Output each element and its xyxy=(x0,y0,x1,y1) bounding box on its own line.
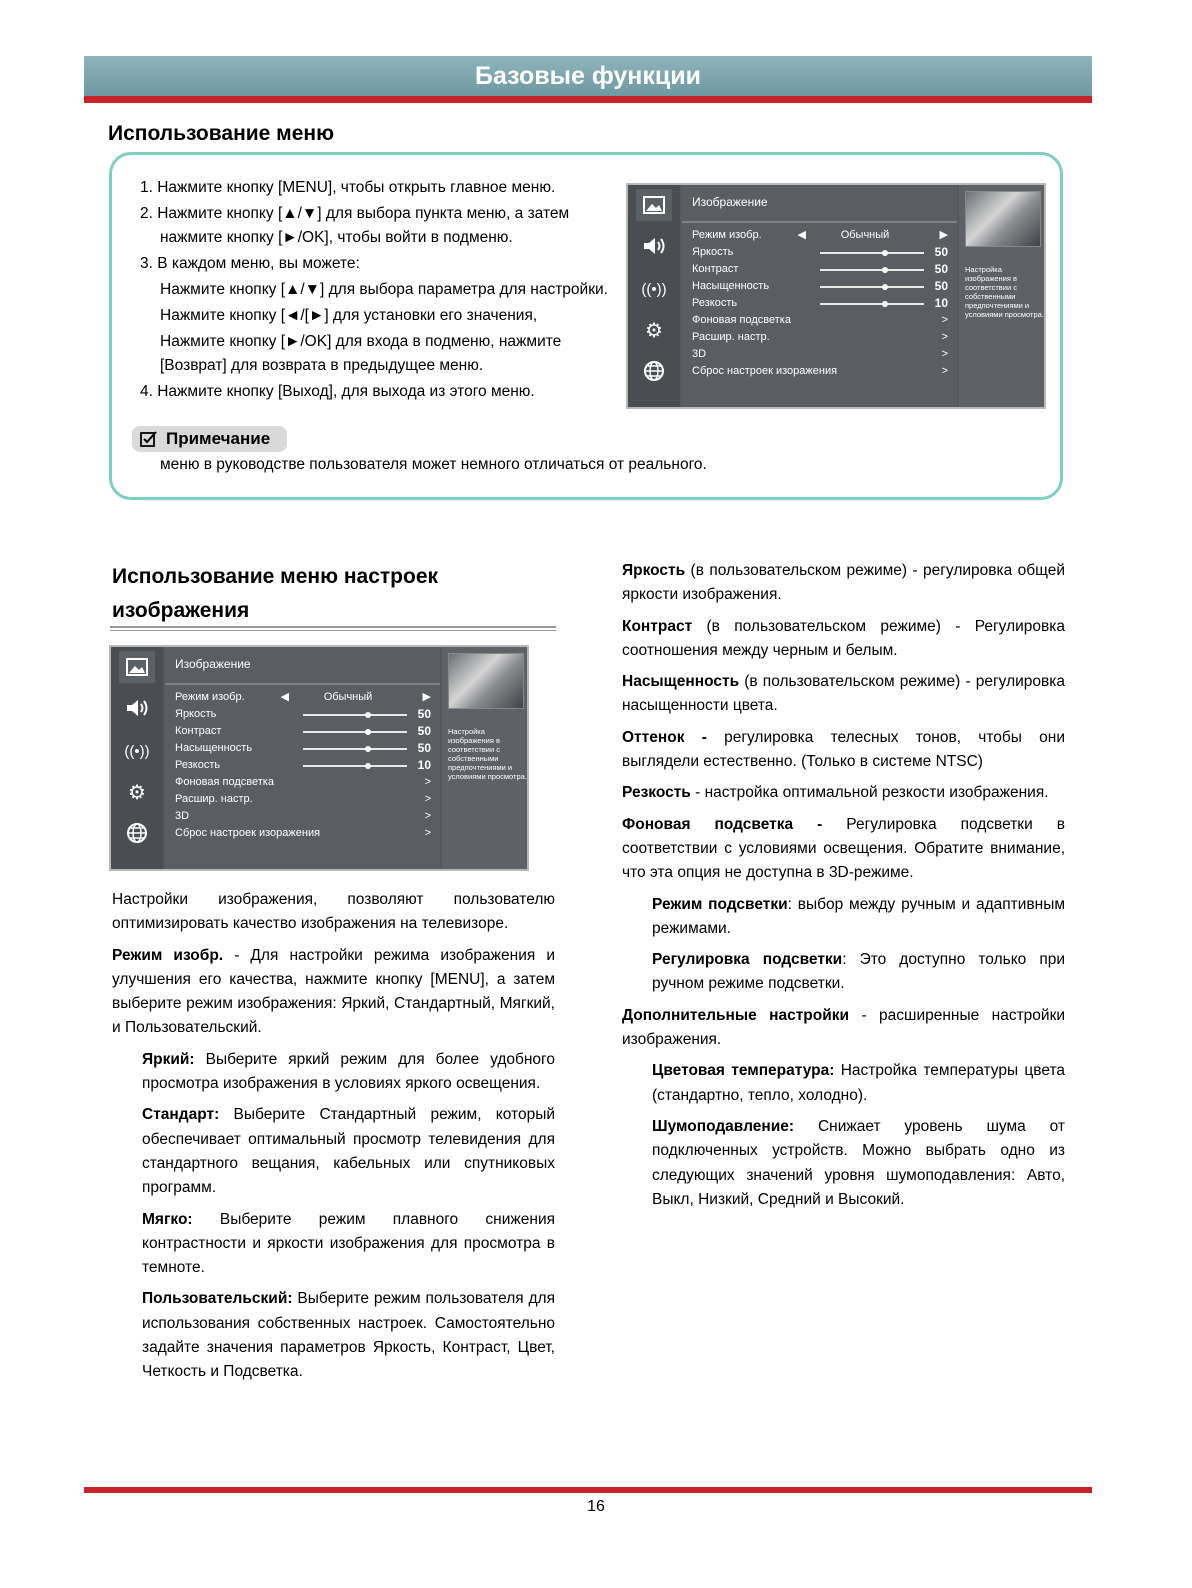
gear-icon: ⚙ xyxy=(128,781,146,804)
menu-row[interactable] xyxy=(175,825,433,841)
preview-description: Настройка изображения в соответствии с собственными предпочтениями и условиями просмотра. xyxy=(448,727,527,781)
antenna-icon: ((•)) xyxy=(124,742,150,760)
menu-row[interactable] xyxy=(175,791,433,807)
tint-paragraph: Оттенок - регулировка телесных тонов, чтобы они выглядели естественно. (Только в системе NTSC) xyxy=(622,728,1065,771)
menu-row-label: Фоновая подсветка xyxy=(692,314,791,326)
menu-row-number: 50 xyxy=(417,724,431,738)
tv-picture-menu-top xyxy=(626,183,1046,409)
menu-row[interactable] xyxy=(692,329,950,345)
menu-row[interactable] xyxy=(175,723,433,739)
menu-row-arrow[interactable]: > xyxy=(424,793,431,805)
menu-row-label: Яркость xyxy=(175,708,217,720)
brightness-paragraph: Яркость (в пользовательском режиме) - регулировка общей яркости изображения. xyxy=(622,562,1065,604)
slider-knob[interactable] xyxy=(882,301,888,307)
section2-rule-thin xyxy=(110,630,556,631)
menu-row[interactable] xyxy=(175,757,433,773)
menu-row-label: Режим изобр. xyxy=(692,229,762,241)
menu-row-number: 10 xyxy=(417,758,431,772)
note-text: меню в руководстве пользователя может немного отличаться от реального. xyxy=(160,456,707,473)
mode-paragraph: Режим изобр. - Для настройки режима изображения и улучшения его качества, нажмите кнопку [MENU], а затем выберите режим изображения: Яркий, Стандартный, Мягкий, и Пользовательский. xyxy=(112,946,556,1037)
slider-knob[interactable] xyxy=(365,712,371,718)
step-3-a: Нажмите кнопку [▲/▼] для выбора параметра для настройки. xyxy=(160,281,608,298)
menu-row-number: 50 xyxy=(934,245,948,259)
menu-row-number: 50 xyxy=(934,262,948,276)
left-column xyxy=(112,888,555,1392)
menu-row[interactable] xyxy=(175,689,433,705)
section-title-menu-usage: Использование меню xyxy=(108,122,335,145)
menu-steps xyxy=(140,176,620,406)
term: Пользовательский: xyxy=(142,1290,293,1308)
menu-row-slider[interactable] xyxy=(820,303,924,305)
menu-row-slider[interactable] xyxy=(820,269,924,271)
backlight-adjust-paragraph: Регулировка подсветки: Это доступно только при ручном режиме подсветки. xyxy=(652,951,1065,993)
menu-row[interactable] xyxy=(175,774,433,790)
slider-knob[interactable] xyxy=(882,250,888,256)
menu-preview xyxy=(442,647,527,869)
menu-row-label: Насыщенность xyxy=(175,742,253,754)
menu-row-slider[interactable] xyxy=(820,286,924,288)
step-2-cont: нажмите кнопку [►/OK], чтобы войти в подменю. xyxy=(160,229,513,246)
header-title: Базовые функции xyxy=(475,62,701,90)
menu-title-rule xyxy=(165,683,440,685)
backlight-mode-paragraph: Режим подсветки: выбор между ручным и адаптивным режимами. xyxy=(652,895,1065,937)
term: Режим изобр. xyxy=(112,946,224,964)
menu-row-slider[interactable] xyxy=(303,714,407,716)
menu-row-label: Сброс настроек изоражения xyxy=(175,827,321,839)
menu-row[interactable] xyxy=(175,706,433,722)
menu-row[interactable] xyxy=(692,278,950,294)
tv-picture-menu-left xyxy=(109,645,529,871)
antenna-icon: ((•)) xyxy=(641,280,667,298)
menu-row[interactable] xyxy=(692,244,950,260)
intro-paragraph: Настройки изображения, позволяют пользователю оптимизировать качество изображения на телевизоре. xyxy=(112,891,555,933)
section2-rule xyxy=(110,626,556,628)
menu-row-arrow[interactable]: > xyxy=(424,827,431,839)
slider-knob[interactable] xyxy=(365,729,371,735)
menu-row-arrow[interactable]: ▶ xyxy=(422,691,431,703)
menu-row-label: Фоновая подсветка xyxy=(175,776,274,788)
menu-row-arrow[interactable]: > xyxy=(941,314,948,326)
menu-row-label: Контраст xyxy=(175,725,222,737)
step-3: 3. В каждом меню, вы можете: xyxy=(140,255,360,272)
user-paragraph: Пользовательский: Выберите режим пользователя для использования собственных настроек. Самостоятельно задайте значения параметров Яркость, Контраст, Цвет, Четкость и Подсветка. xyxy=(142,1290,555,1381)
step-2: 2. Нажмите кнопку [▲/▼] для выбора пункта меню, а затем xyxy=(140,205,570,222)
picture-icon xyxy=(119,651,155,683)
menu-row-arrow[interactable]: > xyxy=(941,365,948,377)
menu-row[interactable] xyxy=(175,740,433,756)
picture-icon xyxy=(636,189,672,221)
noise-reduction-paragraph: Шумоподавление: Снижает уровень шума от подключенных устройств. Можно выбрать одно из следующих значений уровня шумоподавления: Авто, Выкл, Низкий, Средний и Высокий. xyxy=(652,1117,1065,1208)
menu-row-left-arrow[interactable]: ◀ xyxy=(280,691,289,703)
advanced-paragraph: Дополнительные настройки - расширенные настройки изображения. xyxy=(622,1006,1066,1049)
menu-row-arrow[interactable]: > xyxy=(424,776,431,788)
section2-title-line1: Использование меню настроек xyxy=(112,565,439,588)
step-1: 1. Нажмите кнопку [MENU], чтобы открыть главное меню. xyxy=(140,179,556,196)
right-column xyxy=(622,559,1065,1219)
preview-thumbnail xyxy=(448,653,524,709)
term: Стандарт: xyxy=(142,1106,220,1124)
menu-sidebar xyxy=(111,647,163,869)
preview-thumbnail xyxy=(965,191,1041,247)
menu-row-label: Расшир. настр. xyxy=(175,793,253,805)
color-temp-paragraph: Цветовая температура: Настройка температуры цвета (стандартно, тепло, холодно). xyxy=(652,1062,1065,1104)
menu-row-slider[interactable] xyxy=(303,731,407,733)
section2-title-line2: изображения xyxy=(112,599,250,622)
menu-row-label: Контраст xyxy=(692,263,739,275)
contrast-paragraph: Контраст (в пользовательском режиме) - Регулировка соотношения между черным и белым. xyxy=(622,617,1065,659)
menu-row-label: Сброс настроек изоражения xyxy=(692,365,838,377)
menu-row-arrow[interactable]: > xyxy=(424,810,431,822)
slider-knob[interactable] xyxy=(882,284,888,290)
menu-row-label: Насыщенность xyxy=(692,280,770,292)
menu-preview xyxy=(959,185,1044,407)
menu-title: Изображение xyxy=(692,195,768,209)
sound-icon xyxy=(636,230,672,262)
menu-row[interactable] xyxy=(692,295,950,311)
page-number: 16 xyxy=(587,1498,605,1515)
menu-sidebar xyxy=(628,185,680,407)
slider-knob[interactable] xyxy=(365,746,371,752)
menu-row[interactable] xyxy=(692,227,950,243)
menu-main xyxy=(165,647,440,869)
menu-row-label: Резкость xyxy=(175,759,221,771)
menu-row-number: 50 xyxy=(417,741,431,755)
footer-rule xyxy=(84,1487,1092,1493)
note-label: Примечание xyxy=(166,429,271,448)
note-checkbox-icon xyxy=(140,430,158,447)
menu-row-label: 3D xyxy=(175,810,190,822)
step-3-c: Нажмите кнопку [►/OK] для входа в подменю, нажмите [Возврат] для возврата в предыдущее меню. xyxy=(160,333,562,374)
menu-row[interactable] xyxy=(175,808,433,824)
menu-row-number: 50 xyxy=(417,707,431,721)
menu-row-slider[interactable] xyxy=(820,252,924,254)
section-title-picture-menu xyxy=(112,560,438,628)
saturation-paragraph: Насыщенность (в пользовательском режиме) - регулировка насыщенности цвета. xyxy=(622,673,1065,715)
soft-paragraph: Мягко: Выберите режим плавного снижения контрастности и яркости изображения для просмотра в темноте. xyxy=(142,1210,555,1277)
slider-knob[interactable] xyxy=(365,763,371,769)
menu-title-rule xyxy=(682,221,957,223)
menu-row-number: 50 xyxy=(934,279,948,293)
slider-knob[interactable] xyxy=(882,267,888,273)
menu-row-label: Расшир. настр. xyxy=(692,331,770,343)
sound-icon xyxy=(119,692,155,724)
menu-main xyxy=(682,185,957,407)
header-rule xyxy=(84,96,1092,103)
menu-row-label: Режим изобр. xyxy=(175,691,245,703)
menu-row[interactable] xyxy=(692,363,950,379)
menu-row[interactable] xyxy=(692,312,950,328)
step-4: 4. Нажмите кнопку [Выход], для выхода из этого меню. xyxy=(140,383,535,400)
menu-row-slider[interactable] xyxy=(303,765,407,767)
preview-description: Настройка изображения в соответствии с собственными предпочтениями и условиями просмотра. xyxy=(965,265,1044,319)
note-badge xyxy=(132,426,287,452)
gear-icon: ⚙ xyxy=(645,319,663,342)
menu-row-label: Яркость xyxy=(692,246,734,258)
globe-icon xyxy=(119,817,155,849)
step-3-b: Нажмите кнопку [◄/[►] для установки его значения, xyxy=(160,307,538,324)
menu-row-arrow[interactable]: > xyxy=(941,331,948,343)
menu-row-number: 10 xyxy=(934,296,948,310)
bright-paragraph: Яркий: Выберите яркий режим для более удобного просмотра изображения в условиях яркого освещения. xyxy=(142,1050,555,1093)
menu-row-value: Обычный xyxy=(840,229,890,241)
backlight-paragraph: Фоновая подсветка - Регулировка подсветки в соответствии с условиями освещения. Обратите внимание, что эта опция не доступна в 3D-режиме. xyxy=(622,815,1065,882)
menu-row-left-arrow[interactable]: ◀ xyxy=(797,229,806,241)
menu-row[interactable] xyxy=(692,261,950,277)
menu-row-label: Резкость xyxy=(692,297,738,309)
standard-paragraph: Стандарт: Выберите Стандартный режим, который обеспечивает оптимальный просмотр телевидения для стандартного вещания, кабельных или спутниковых программ. xyxy=(142,1106,555,1197)
menu-row-label: 3D xyxy=(692,348,707,360)
menu-row-arrow[interactable]: ▶ xyxy=(939,229,948,241)
menu-row-slider[interactable] xyxy=(303,748,407,750)
menu-row-arrow[interactable]: > xyxy=(941,348,948,360)
sharpness-paragraph: Резкость - настройка оптимальной резкости изображения. xyxy=(622,784,1049,802)
menu-title: Изображение xyxy=(175,657,251,671)
menu-row-value: Обычный xyxy=(323,691,373,703)
term: Мягко: xyxy=(142,1210,193,1228)
menu-row[interactable] xyxy=(692,346,950,362)
globe-icon xyxy=(636,355,672,387)
page-header xyxy=(84,56,1092,96)
term: Яркий: xyxy=(142,1050,195,1068)
